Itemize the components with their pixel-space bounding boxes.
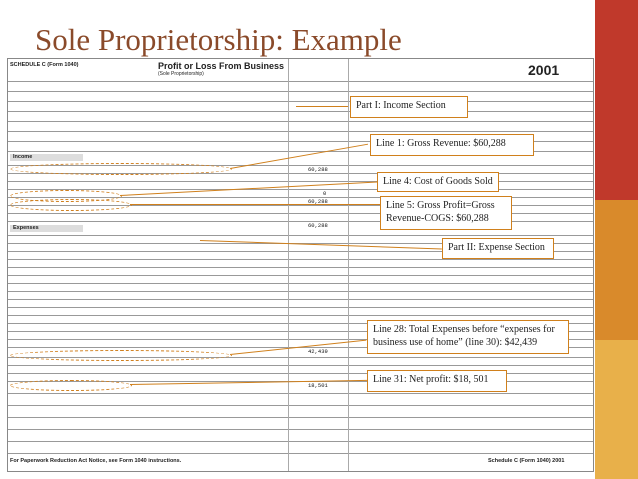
form-amount-line28: 42,439 [308, 348, 328, 355]
form-amount-line31: 18,501 [308, 382, 328, 389]
form-footer-right: Schedule C (Form 1040) 2001 [488, 458, 565, 464]
form-rule [8, 417, 593, 418]
form-amount-line1: 60,288 [308, 166, 328, 173]
callout-part2: Part II: Expense Section [442, 238, 554, 259]
form-rule [8, 131, 593, 132]
form-rule [8, 235, 593, 236]
form-rule [8, 275, 593, 276]
callout-line28: Line 28: Total Expenses before “expenses for business use of home” (line 30): $42,439 [367, 320, 569, 354]
accent-bar [595, 0, 638, 479]
form-rule [8, 283, 593, 284]
callout-line1: Line 1: Gross Revenue: $60,288 [370, 134, 534, 156]
form-subtitle: (Sole Proprietorship) [158, 71, 204, 77]
highlight-line28 [10, 350, 232, 361]
form-rule [8, 393, 593, 394]
form-rule [8, 315, 593, 316]
form-rule [8, 91, 593, 92]
form-rule [8, 291, 593, 292]
connector-part1 [296, 106, 348, 107]
form-header-left: SCHEDULE C (Form 1040) [10, 62, 79, 68]
connector-line5 [130, 204, 380, 205]
form-rule [8, 189, 593, 190]
highlight-line1 [10, 163, 232, 175]
form-title: Profit or Loss From Business [158, 61, 285, 71]
form-rule [8, 405, 593, 406]
form-footer: For Paperwork Reduction Act Notice, see Form 1040 instructions. [10, 458, 182, 464]
form-rule [8, 453, 593, 454]
form-rule [8, 259, 593, 260]
form-rule [8, 365, 593, 366]
form-section-expenses: Expenses [10, 225, 83, 232]
form-amount-line7: 60,288 [308, 222, 328, 229]
slide-title: Sole Proprietorship: Example [35, 22, 402, 57]
form-year: 2001 [528, 62, 560, 78]
form-rule [8, 441, 593, 442]
form-rule [8, 101, 593, 102]
callout-line5: Line 5: Gross Profit=Gross Revenue-COGS: $60,288 [380, 196, 512, 230]
form-rule [8, 181, 593, 182]
form-rule [8, 307, 593, 308]
form-rule [8, 111, 593, 112]
accent-bar-top [595, 0, 638, 200]
form-rule [8, 267, 593, 268]
form-column-rule [348, 59, 349, 471]
schedule-c-form [7, 58, 594, 472]
form-amount-line5: 60,288 [308, 198, 328, 205]
accent-bar-bottom [595, 340, 638, 479]
callout-line31: Line 31: Net profit: $18, 501 [367, 370, 507, 392]
form-rule [8, 81, 593, 82]
highlight-line5 [10, 199, 132, 211]
form-column-rule [288, 59, 289, 471]
callout-part1: Part I: Income Section [350, 96, 468, 118]
accent-bar-middle [595, 200, 638, 340]
callout-line4: Line 4: Cost of Goods Sold [377, 172, 499, 192]
form-amount-line4: 0 [323, 190, 327, 197]
form-section-income: Income [10, 154, 83, 161]
form-rule [8, 429, 593, 430]
form-rule [8, 121, 593, 122]
form-rule [8, 299, 593, 300]
highlight-line31 [10, 380, 132, 391]
